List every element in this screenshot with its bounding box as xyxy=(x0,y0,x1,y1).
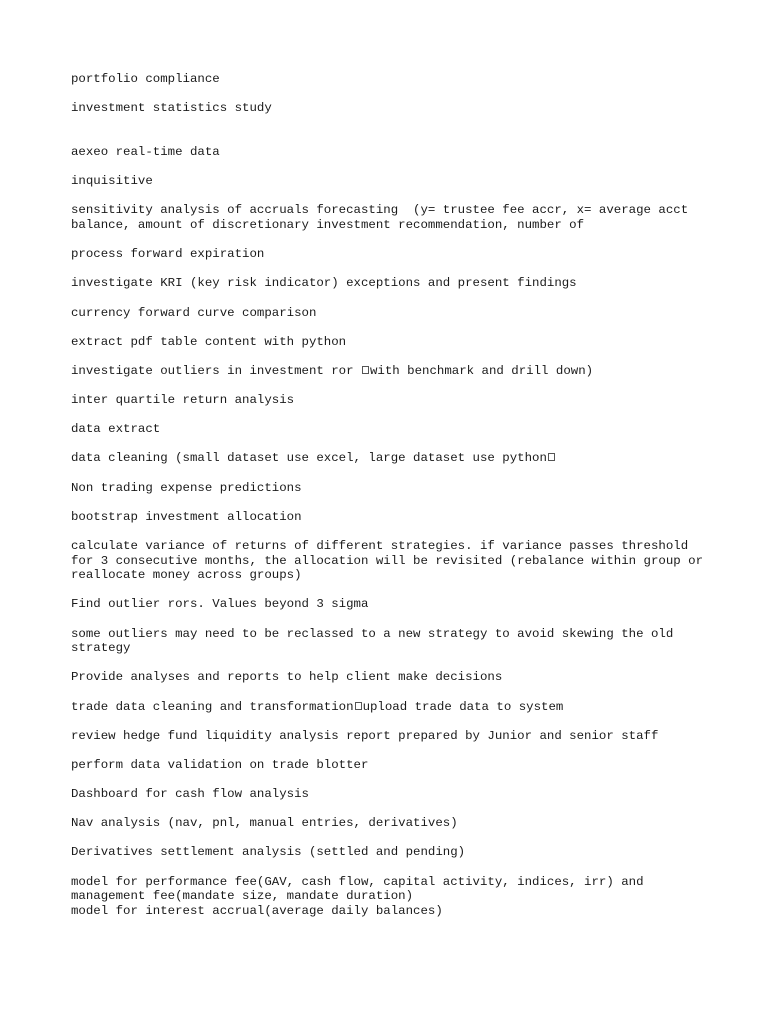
line-nav-analysis: Nav analysis (nav, pnl, manual entries, derivatives) xyxy=(71,816,458,831)
line-currency-forward: currency forward curve comparison xyxy=(71,305,317,320)
line-some-outliers: some outliers may need to be reclassed to a new strategy to avoid skewing the old strategy xyxy=(71,626,681,656)
line-aexeo-data: aexeo real-time data xyxy=(71,144,220,159)
line-interest-accrual: model for interest accrual(average daily balances) xyxy=(71,903,443,918)
line-performance-fee: model for performance fee(GAV, cash flow, capital activity, indices, irr) and management fee(mandate size, mandate duration) xyxy=(71,874,651,904)
line-data-cleaning xyxy=(71,451,711,466)
line-investment-statistics: investment statistics study xyxy=(71,101,272,116)
line-data-validation: perform data validation on trade blotter xyxy=(71,757,369,772)
line-portfolio-compliance: portfolio compliance xyxy=(71,72,220,86)
missing-glyph-icon xyxy=(362,366,369,374)
line-sensitivity-analysis: sensitivity analysis of accruals forecasting (y= trustee fee accr, x= average acct balance, amount of discretionary investment recommendation, number of xyxy=(71,203,696,232)
line-process-forward: process forward expiration xyxy=(71,247,265,262)
missing-glyph-icon xyxy=(548,453,555,461)
line-dashboard: Dashboard for cash flow analysis xyxy=(71,787,309,802)
line-bootstrap: bootstrap investment allocation xyxy=(71,509,302,524)
line-data-extract: data extract xyxy=(71,422,161,437)
line-calculate-variance: calculate variance of returns of different strategies. if variance passes threshold for 3 consecutive months, the allocation will be revisited (rebalance within group or reallocate money across groups) xyxy=(71,539,711,583)
line-investigate-kri: investigate KRI (key risk indicator) exceptions and present findings xyxy=(71,276,577,291)
line-extract-pdf: extract pdf table content with python xyxy=(71,334,347,349)
line-non-trading: Non trading expense predictions xyxy=(71,480,302,495)
document-body xyxy=(71,72,711,918)
line-provide-analyses: Provide analyses and reports to help client make decisions xyxy=(71,670,503,685)
missing-glyph-icon xyxy=(355,702,362,710)
line-inquisitive: inquisitive xyxy=(71,174,153,189)
line-inter-quartile: inter quartile return analysis xyxy=(71,393,295,408)
line-investigate-outliers-b: with benchmark and drill down) xyxy=(370,363,594,378)
line-derivatives-settlement: Derivatives settlement analysis (settled and pending) xyxy=(71,845,466,860)
line-investigate-outliers xyxy=(71,364,711,379)
line-trade-data-cleaning-b: upload trade data to system xyxy=(362,699,564,714)
line-trade-data-cleaning-a: trade data cleaning and transformation xyxy=(71,699,354,714)
line-find-outlier: Find outlier rors. Values beyond 3 sigma xyxy=(71,597,369,612)
line-data-cleaning-text: data cleaning (small dataset use excel, large dataset use python xyxy=(71,451,547,466)
line-trade-data-cleaning xyxy=(71,700,711,715)
line-review-hedge-fund: review hedge fund liquidity analysis report prepared by Junior and senior staff xyxy=(71,728,659,743)
line-investigate-outliers-a: investigate outliers in investment ror xyxy=(71,363,361,378)
